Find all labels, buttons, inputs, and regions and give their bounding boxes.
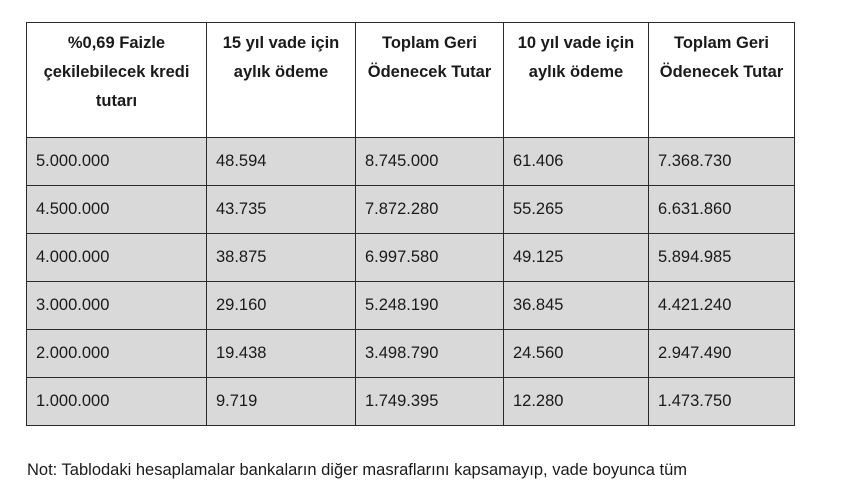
cell-total-10y: 4.421.240	[649, 282, 795, 330]
table-row	[27, 138, 795, 186]
cell-monthly-10y: 55.265	[504, 186, 649, 234]
cell-monthly-10y: 49.125	[504, 234, 649, 282]
table-header-row	[27, 23, 795, 138]
cell-total-10y: 7.368.730	[649, 138, 795, 186]
cell-monthly-15y: 48.594	[207, 138, 356, 186]
cell-loan-amount: 3.000.000	[27, 282, 207, 330]
header-monthly-10y: 10 yıl vade için aylık ödeme	[504, 23, 649, 138]
cell-monthly-15y: 29.160	[207, 282, 356, 330]
cell-total-15y: 6.997.580	[356, 234, 504, 282]
table-row	[27, 330, 795, 378]
cell-monthly-15y: 9.719	[207, 378, 356, 426]
cell-monthly-10y: 36.845	[504, 282, 649, 330]
cell-monthly-10y: 61.406	[504, 138, 649, 186]
cell-total-10y: 2.947.490	[649, 330, 795, 378]
cell-loan-amount: 2.000.000	[27, 330, 207, 378]
footnote: Not: Tablodaki hesaplamalar bankaların diğer masraflarını kapsamayıp, vade boyunca tüm	[27, 461, 688, 479]
cell-monthly-10y: 24.560	[504, 330, 649, 378]
cell-monthly-15y: 38.875	[207, 234, 356, 282]
cell-total-15y: 3.498.790	[356, 330, 504, 378]
cell-total-10y: 5.894.985	[649, 234, 795, 282]
cell-loan-amount: 5.000.000	[27, 138, 207, 186]
cell-total-15y: 1.749.395	[356, 378, 504, 426]
table-row	[27, 186, 795, 234]
cell-total-10y: 1.473.750	[649, 378, 795, 426]
cell-total-15y: 5.248.190	[356, 282, 504, 330]
header-loan-amount: %0,69 Faizle çekilebilecek kredi tutarı	[27, 23, 207, 138]
header-monthly-15y: 15 yıl vade için aylık ödeme	[207, 23, 356, 138]
header-total-15y: Toplam Geri Ödenecek Tutar	[356, 23, 504, 138]
table-row	[27, 282, 795, 330]
cell-loan-amount: 1.000.000	[27, 378, 207, 426]
cell-total-15y: 7.872.280	[356, 186, 504, 234]
cell-monthly-15y: 19.438	[207, 330, 356, 378]
cell-monthly-15y: 43.735	[207, 186, 356, 234]
cell-loan-amount: 4.000.000	[27, 234, 207, 282]
cell-loan-amount: 4.500.000	[27, 186, 207, 234]
table-row	[27, 378, 795, 426]
table-row	[27, 234, 795, 282]
cell-monthly-10y: 12.280	[504, 378, 649, 426]
header-total-10y: Toplam Geri Ödenecek Tutar	[649, 23, 795, 138]
cell-total-10y: 6.631.860	[649, 186, 795, 234]
loan-table	[26, 22, 795, 426]
cell-total-15y: 8.745.000	[356, 138, 504, 186]
